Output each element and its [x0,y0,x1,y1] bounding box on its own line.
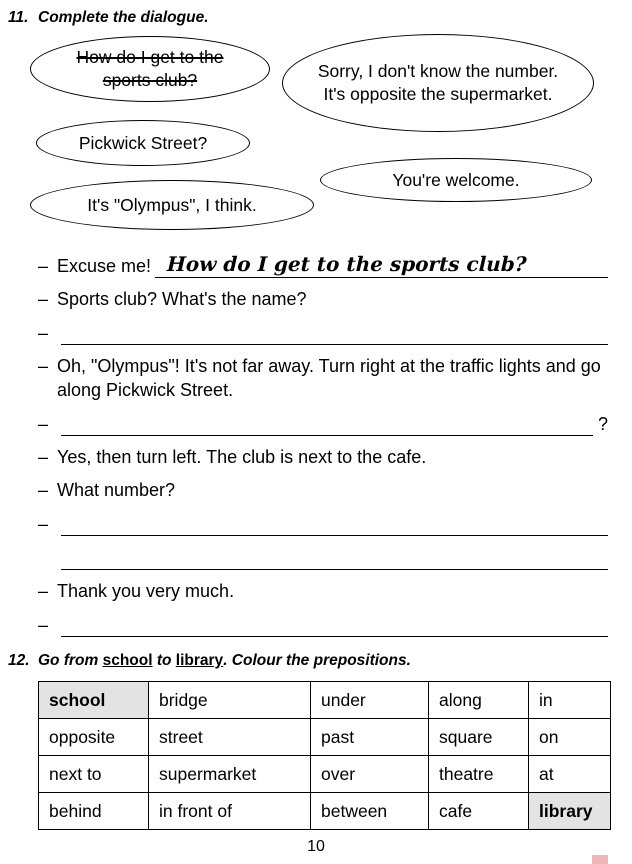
bubble-text: Pickwick Street? [78,132,208,153]
exercise-11-number: 11. [8,9,29,26]
table-cell: in [529,682,611,719]
table-cell: supermarket [149,756,311,793]
dialogue-blank-line-2 [38,511,608,536]
dialogue-line-yes-turn [38,445,608,469]
table-cell: behind [39,793,149,830]
dialogue-text: Excuse me! [57,256,152,276]
speech-bubbles [0,34,632,236]
table-cell: under [311,682,429,719]
speech-bubble-welcome [320,158,592,202]
dialogue-text: What number? [57,480,176,500]
dialogue-dash: – [38,447,49,467]
dialogue-dash: – [38,414,49,434]
table-cell: next to [39,756,149,793]
table-cell: square [429,719,529,756]
title-word-school: school [102,652,153,669]
dialogue-blank-line-4 [38,612,608,637]
dialogue-dash: – [38,289,49,309]
speech-bubble-pickwick [36,120,250,166]
bubble-text: You're welcome. [392,169,520,190]
table-cell: bridge [149,682,311,719]
handwritten-answer: How do I get to the sports club? [166,252,528,276]
speech-bubble-sorry [282,34,594,132]
dialogue-dash: – [38,480,49,500]
answer-blank [61,320,608,345]
dialogue-line-what-number [38,478,608,502]
exercise-12-number: 12. [8,652,30,669]
dialogue-dash: – [38,323,49,343]
dialogue-dash: – [38,615,49,635]
dialogue-line-excuse [38,252,608,278]
dialogue-blank-line-1 [38,320,608,345]
table-cell: on [529,719,611,756]
bubble-text: It's "Olympus", I think. [87,194,257,215]
speech-bubble-olympus [30,180,314,230]
table-row [39,756,611,793]
table-cell: theatre [429,756,529,793]
dialogue-text: Thank you very much. [57,581,235,601]
dialogue [38,252,608,637]
table-row [39,682,611,719]
crossed-out-text: How do I get to the sports club? [76,47,224,90]
title-part: Go from [38,652,103,669]
table-cell: over [311,756,429,793]
title-part: to [152,652,176,669]
table-cell: between [311,793,429,830]
table-cell: in front of [149,793,311,830]
table-cell-school: school [39,682,149,719]
answer-blank [61,511,608,536]
dialogue-text: Oh, "Olympus"! It's not far away. Turn right at the traffic lights and go along Pickwick Street. [57,356,601,400]
title-word-library: library [175,652,224,669]
dialogue-line-thanks [38,579,608,603]
table-cell: past [311,719,429,756]
dialogue-dash: – [38,356,49,376]
dialogue-text: Sports club? What's the name? [57,289,307,309]
table-row [39,793,611,830]
dialogue-blank-line-question [38,411,608,436]
dialogue-dash: – [38,256,49,276]
answer-blank [61,411,593,436]
answer-blank [61,612,608,637]
dialogue-dash: – [38,581,49,601]
table-cell: cafe [429,793,529,830]
dialogue-line-sports-club [38,287,608,311]
prepositions-table [38,681,611,830]
dialogue-text: Yes, then turn left. The club is next to the cafe. [57,447,427,467]
exercise-12-header [8,651,632,671]
answer-blank-filled [155,252,608,278]
corner-mark [592,855,608,864]
bubble-text: Sorry, I don't know the number. It's opposite the supermarket. [317,61,559,104]
exercise-11-header [8,8,632,28]
table-cell: at [529,756,611,793]
table-cell: opposite [39,719,149,756]
dialogue-dash: – [38,514,49,534]
answer-blank [61,545,608,570]
dialogue-line-olympus [38,354,608,402]
speech-bubble-crossed-out [30,36,270,102]
table-cell: street [149,719,311,756]
table-row [39,719,611,756]
table-cell: along [429,682,529,719]
exercise-11-title: Complete the dialogue. [38,9,209,26]
exercise-12-title [38,651,411,671]
page-number: 10 [307,838,325,855]
dialogue-blank-line-3 [38,545,608,570]
title-part: . Colour the prepositions. [223,652,411,669]
question-mark: ? [597,414,608,434]
table-cell-library: library [529,793,611,830]
